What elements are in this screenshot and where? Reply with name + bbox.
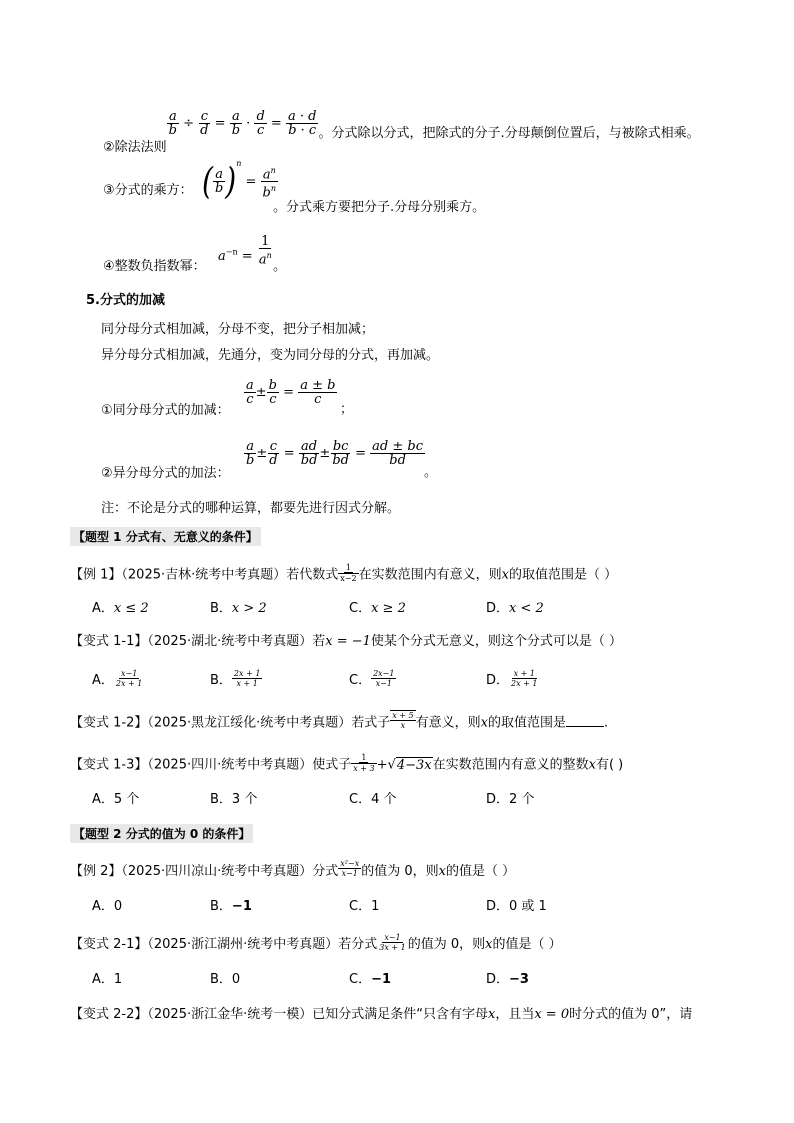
rule-power bbox=[103, 163, 193, 198]
topic1-header: 【题型 1 分式有、无意义的条件】 bbox=[70, 527, 261, 546]
division-formula: $\frac{a}{b}$ ÷ $\frac{c}{d}$ = $\frac{a}{b}$ · $\frac{d}{c}$ = $\frac{a \cdot d}{b \cdot c}$ bbox=[168, 109, 317, 138]
example2-option-b[interactable]: B．−1 bbox=[210, 899, 252, 914]
answer-blank[interactable] bbox=[566, 714, 604, 727]
example1-stem: 【例 1】（2025·吉林·统考中考真题）若代数式 $\frac{1}{x-2}$ 在实数范围内有意义，则x的取值范围是（ ） bbox=[70, 563, 618, 583]
example1-option-a[interactable]: A．x ≤ 2 bbox=[92, 601, 149, 616]
variant21-option-d[interactable]: D．−3 bbox=[486, 972, 529, 987]
variant12-stem: 【变式 1-2】（2025·黑龙江绥化·统考中考真题）若式子 $\frac{x + 5}{x}$ 有意义，则x的取值范围是 . bbox=[70, 711, 609, 731]
division-label: ②除法法则 bbox=[103, 140, 167, 155]
variant21-option-b[interactable]: B．0 bbox=[210, 972, 241, 987]
diff-den-tail: 。 bbox=[424, 465, 438, 480]
example2-stem: 【例 2】（2025·四川凉山·统考中考真题）分式 $\frac{\text{x²−x}}{x-1}$ 的值为 0，则x的值是（ ） bbox=[70, 859, 516, 879]
variant13-option-d[interactable]: D．2 个 bbox=[486, 792, 535, 807]
topic2-header: 【题型 2 分式的值为 0 的条件】 bbox=[70, 824, 253, 843]
diff-den-formula: $\frac{a}{b}$ ± $\frac{c}{d}$ = $\frac{ad}{bd}$ ± $\frac{bc}{bd}$ = $\frac{ad \pm bc}{bd}$ bbox=[246, 439, 423, 468]
negative-exp-formula: $a^{-n}$ = $\frac{1}{a^n}$ bbox=[218, 234, 272, 268]
example2-option-d[interactable]: D．0 或 1 bbox=[486, 899, 547, 914]
section5-title: 5.分式的加减 bbox=[86, 293, 165, 308]
section5-line1: 同分母分式相加减，分母不变，把分子相加减； bbox=[101, 322, 375, 337]
same-den-formula: $\frac{a}{c}$ ± $\frac{b}{c}$ = $\frac{a \pm b}{c}$ bbox=[246, 378, 336, 407]
power-label: ③分式的乘方： bbox=[103, 183, 193, 198]
variant13-option-b[interactable]: B．3 个 bbox=[210, 792, 258, 807]
variant11-option-d[interactable]: D． $\frac{x + 1}{2x + 1}$ bbox=[486, 669, 538, 688]
variant11-stem: 【变式 1-1】（2025·湖北·统考中考真题）若x = −1使某个分式无意义，则这个分式可以是（ ） bbox=[70, 634, 623, 649]
variant13-option-c[interactable]: C．4 个 bbox=[349, 792, 397, 807]
negative-exp-label: ④整数负指数幂： bbox=[103, 259, 206, 274]
variant11-option-a[interactable]: A． $\frac{x-1}{2x + 1}$ bbox=[92, 669, 143, 688]
variant22-stem: 【变式 2-2】（2025·浙江金华·统考一模）已知分式满足条件“只含有字母x，且当x = 0时分式的值为 0”，请 bbox=[70, 1007, 693, 1022]
section5-note: 注：不论是分式的哪种运算，都要先进行因式分解。 bbox=[101, 501, 401, 516]
division-text: 。分式除以分式，把除式的分子.分母颠倒位置后，与被除式相乘。 bbox=[318, 126, 700, 141]
variant11-option-b[interactable]: B． $\frac{2x + 1}{x + 1}$ bbox=[210, 669, 261, 688]
variant13-option-a[interactable]: A．5 个 bbox=[92, 792, 140, 807]
example1-option-d[interactable]: D．x < 2 bbox=[486, 601, 544, 616]
example1-option-b[interactable]: B．x > 2 bbox=[210, 601, 267, 616]
variant11-option-c[interactable]: C． $\frac{2x-1}{x-1}$ bbox=[349, 669, 395, 688]
same-den-label: ①同分母分式的加减： bbox=[101, 403, 230, 418]
power-text: 。分式乘方要把分子.分母分别乘方。 bbox=[273, 200, 486, 215]
variant21-option-c[interactable]: C．−1 bbox=[349, 972, 392, 987]
power-formula: ( $\frac{a}{b}$ )$^n$ = $\frac{a^n}{b^n}$ bbox=[202, 159, 277, 203]
section5-line2: 异分母分式相加减，先通分，变为同分母的分式，再加减。 bbox=[101, 348, 440, 363]
diff-den-label: ②异分母分式的加法： bbox=[101, 466, 230, 481]
variant21-stem: 【变式 2-1】（2025·浙江湖州·统考中考真题）若分式 $\frac{x-1}{3x + 1}$ 的值为 0，则x的值是（ ） bbox=[70, 933, 562, 952]
variant21-option-a[interactable]: A．1 bbox=[92, 972, 123, 987]
variant13-stem: 【变式 1-3】（2025·四川·统考中考真题）使式子 $\frac{1}{x + 3}$ +√4−3x在实数范围内有意义的整数x有( ) bbox=[70, 753, 624, 773]
same-den-tail: ； bbox=[340, 402, 354, 417]
negative-exp-text: 。 bbox=[273, 259, 287, 274]
rule-division bbox=[103, 109, 700, 155]
example2-option-c[interactable]: C．1 bbox=[349, 899, 380, 914]
example1-option-c[interactable]: C．x ≥ 2 bbox=[349, 601, 406, 616]
example2-option-a[interactable]: A．0 bbox=[92, 899, 123, 914]
